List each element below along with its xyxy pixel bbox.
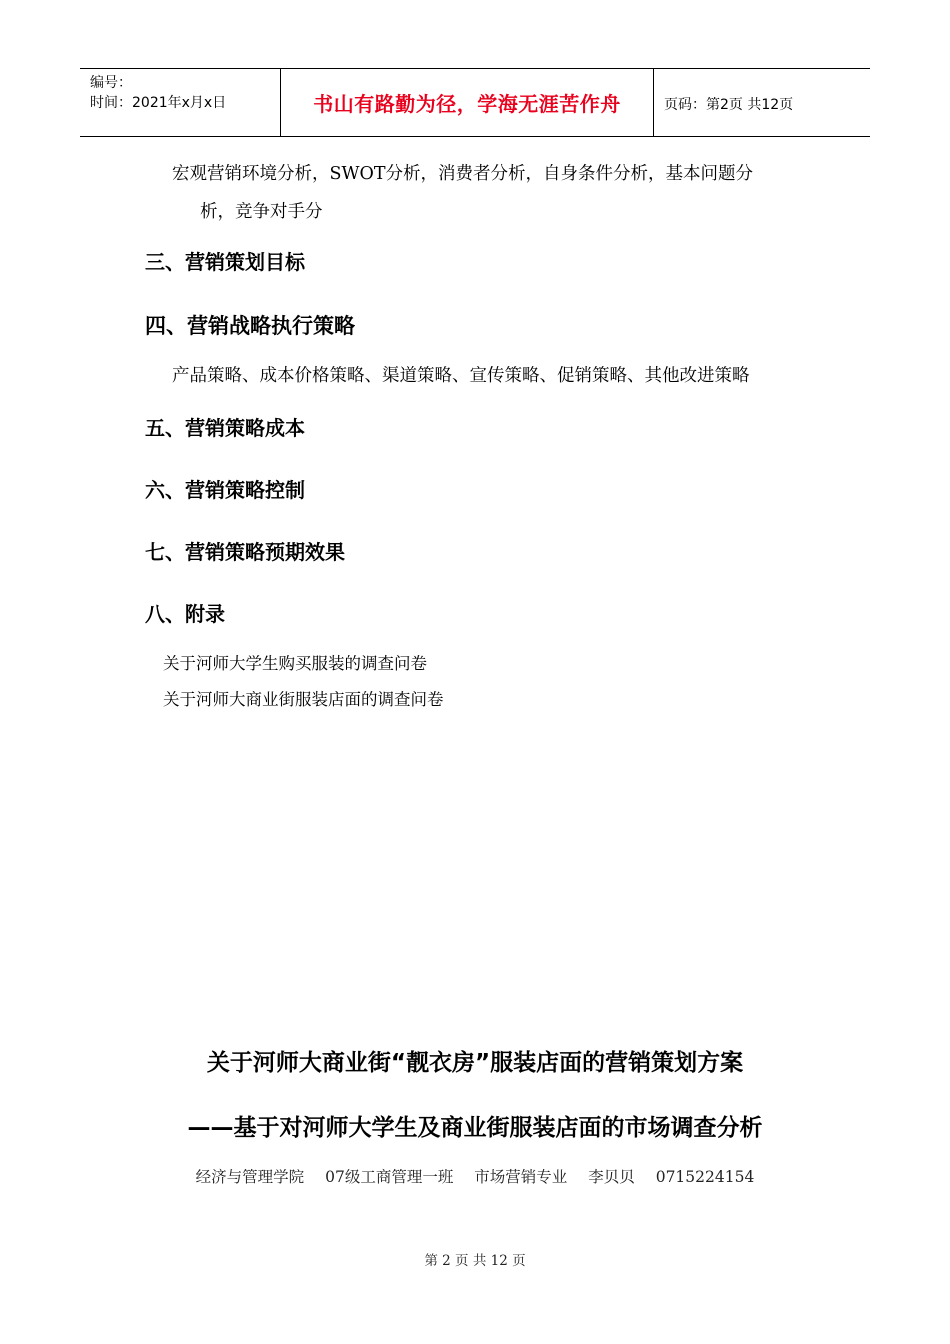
page-footer: 第 2 页 共 12 页 <box>424 1253 526 1269</box>
analysis-text-line1: 宏观营销环境分析，SWOT分析，消费者分析，自身条件分析，基本问题分 <box>172 164 753 184</box>
author-class: 07级工商管理一班 <box>325 1168 454 1186</box>
strategies-text: 产品策略、成本价格策略、渠道策略、宣传策略、促销策略、其他改进策略 <box>172 366 750 386</box>
section-heading-7: 七、营销策略预期效果 <box>145 540 345 564</box>
appendix-item-2: 关于河师大商业街服装店面的调查问卷 <box>163 690 444 709</box>
header-info-cell <box>80 69 281 136</box>
header-page-cell <box>654 69 870 136</box>
author-line <box>0 1165 950 1187</box>
section-heading-5: 五、营销策略成本 <box>145 416 305 440</box>
document-date-label: 时间：2021年x月x日 <box>90 95 227 111</box>
author-name: 李贝贝 <box>588 1168 635 1186</box>
document-title: 关于河师大商业街“靓衣房”服装店面的营销策划方案 <box>206 1050 744 1076</box>
header-motto: 书山有路勤为径，学海无涯苦作舟 <box>281 69 654 136</box>
author-id: 0715224154 <box>655 1168 755 1186</box>
header-page-info: 页码：第2页 共12页 <box>664 97 794 113</box>
author-college: 经济与管理学院 <box>195 1168 305 1186</box>
section-heading-3: 三、营销策划目标 <box>145 250 305 274</box>
section-heading-4: 四、营销战略执行策略 <box>145 314 355 338</box>
section-heading-8: 八、附录 <box>145 602 225 626</box>
author-major: 市场营销专业 <box>474 1168 568 1186</box>
analysis-text-line2: 析，竞争对手分 <box>200 202 323 222</box>
document-subtitle: ——基于对河师大学生及商业街服装店面的市场调查分析 <box>187 1115 763 1141</box>
document-number-label: 编号： <box>90 75 132 91</box>
section-heading-6: 六、营销策略控制 <box>145 478 305 502</box>
appendix-item-1: 关于河师大学生购买服装的调查问卷 <box>163 654 427 673</box>
page-header <box>80 68 870 137</box>
